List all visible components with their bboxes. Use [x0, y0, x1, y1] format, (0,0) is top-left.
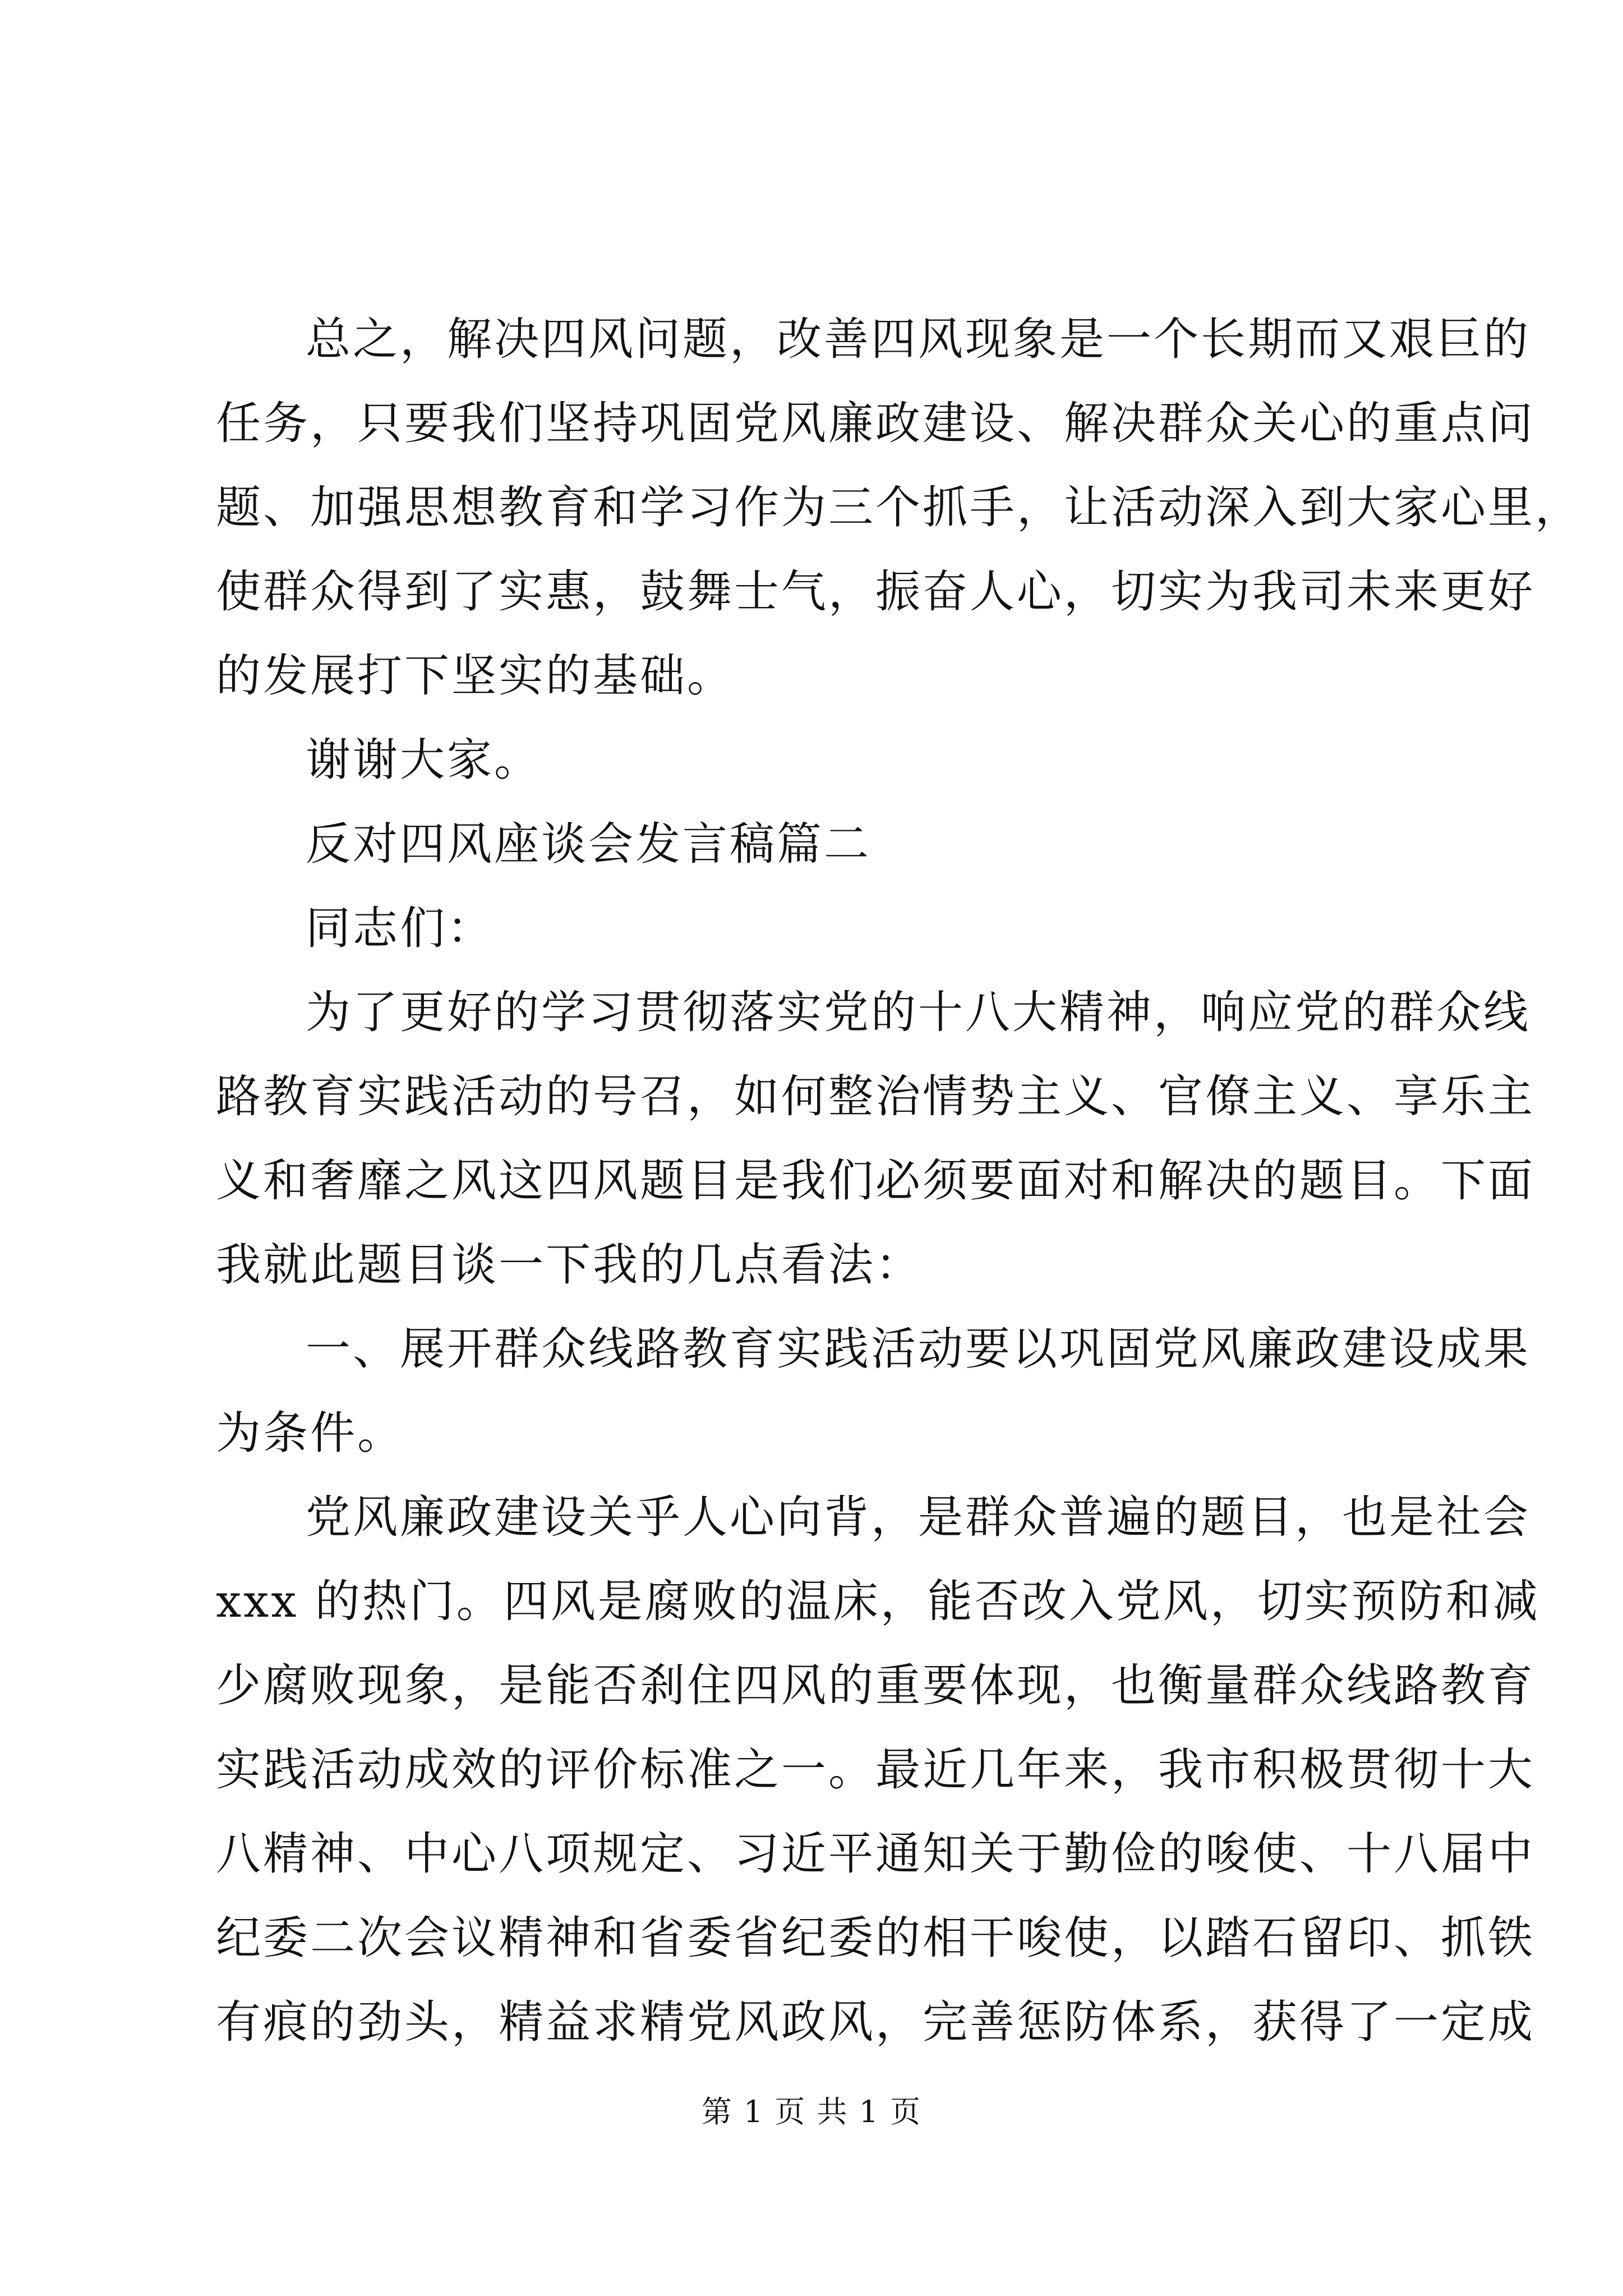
- line-text: 为条件。: [216, 1407, 404, 1459]
- line-text: 一、展开群众线路教育实践活动要以巩固党风廉政建设成果: [306, 1323, 1530, 1375]
- salutation: [216, 886, 1427, 970]
- line-text: 党风廉政建设关乎人心向背，是群众普遍的题目，也是社会: [306, 1491, 1530, 1543]
- paragraph-line: [216, 1223, 1427, 1307]
- paragraph-line: [216, 634, 1427, 718]
- line-text: 路教育实践活动的号召，如何整治情势主义、官僚主义、享乐主: [216, 1070, 1535, 1122]
- paragraph-line: [216, 1055, 1535, 1139]
- paragraph-line: [216, 1812, 1535, 1896]
- paragraph-line: [216, 381, 1535, 466]
- line-text: 纪委二次会议精神和省委省纪委的相干唆使，以踏石留印、抓铁: [216, 1912, 1535, 1964]
- line-text: 任务，只要我们坚持巩固党风廉政建设、解决群众关心的重点问: [216, 397, 1535, 449]
- paragraph-line: [216, 1307, 1530, 1391]
- paragraph-line: [216, 1896, 1535, 1980]
- paragraph-line: [216, 1475, 1530, 1559]
- page-number: 第 1 页 共 1 页: [701, 2094, 922, 2129]
- paragraph-line: [216, 1644, 1535, 1728]
- paragraph-line: [216, 718, 1427, 802]
- line-text: 八精神、中心八项规定、习近平通知关于勤俭的唆使、十八届中: [216, 1828, 1535, 1880]
- line-text: 我就此题目谈一下我的几点看法：: [216, 1239, 923, 1291]
- line-text: 有痕的劲头，精益求精党风政风，完善惩防体系，获得了一定成: [216, 1996, 1535, 2048]
- line-text: 总之，解决四风问题，改善四风现象是一个长期而又艰巨的: [306, 313, 1530, 365]
- line-text: 实践活动成效的评价标准之一。最近几年来，我市积极贯彻十大: [216, 1743, 1535, 1796]
- document-body: [216, 297, 1582, 2064]
- paragraph-line: [216, 1728, 1535, 1812]
- line-text: 为了更好的学习贯彻落实党的十八大精神，响应党的群众线: [306, 986, 1530, 1038]
- line-text: 义和奢靡之风这四风题目是我们必须要面对和解决的题目。下面: [216, 1154, 1535, 1207]
- line-text: 谢谢大家。: [306, 734, 541, 786]
- heading-text: 反对四风座谈会发言稿篇二: [306, 818, 871, 870]
- paragraph-line: [216, 1559, 1540, 1644]
- paragraph-line: [216, 550, 1535, 634]
- line-text: xxx 的热门。四风是腐败的温床，能否改入党风，切实预防和减: [216, 1575, 1540, 1627]
- paragraph-line: [216, 970, 1530, 1055]
- line-text: 使群众得到了实惠，鼓舞士气，振奋人心，切实为我司未来更好: [216, 565, 1535, 618]
- paragraph-line: [216, 1139, 1535, 1223]
- section-heading: [216, 802, 1427, 886]
- paragraph-line: [216, 1980, 1535, 2064]
- salutation-text: 同志们：: [306, 902, 494, 954]
- line-text: 题、加强思想教育和学习作为三个抓手，让活动深入到大家心里，: [216, 481, 1582, 533]
- page-footer: [0, 2090, 1623, 2134]
- line-text: 少腐败现象，是能否刹住四风的重要体现，也衡量群众线路教育: [216, 1659, 1535, 1711]
- paragraph-line: [216, 297, 1530, 381]
- paragraph-line: [216, 1391, 1427, 1475]
- paragraph-line: [216, 466, 1582, 550]
- line-text: 的发展打下坚实的基础。: [216, 650, 734, 702]
